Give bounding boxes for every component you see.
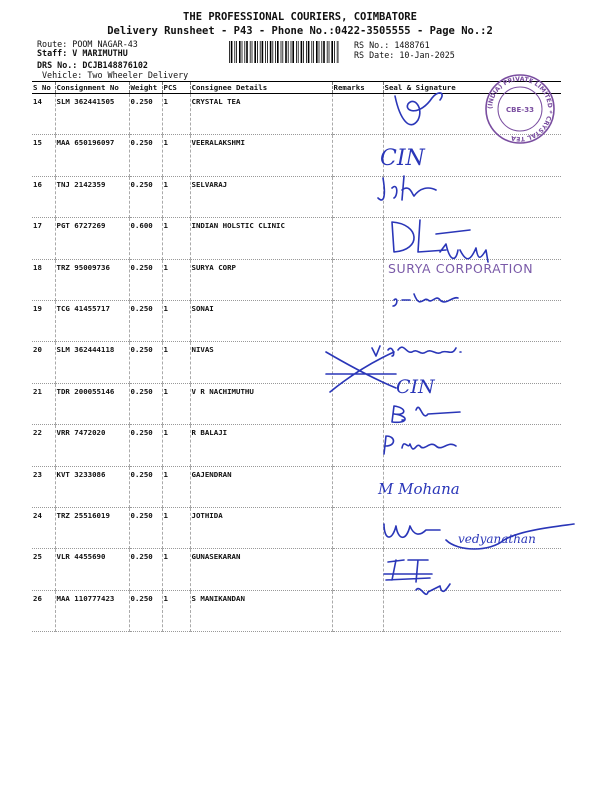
cell-name: SELVARAJ	[190, 176, 332, 217]
column-header: S No	[32, 82, 55, 94]
cell-cons: KVT 3233086	[55, 466, 129, 507]
cell-remarks	[332, 425, 383, 466]
drs-number: DRS No.: DCJB148876102	[37, 60, 148, 70]
cell-sno: 17	[32, 218, 55, 259]
cell-signature	[383, 507, 561, 548]
cell-pcs: 1	[162, 590, 190, 631]
cell-remarks	[332, 342, 383, 383]
cell-remarks	[332, 218, 383, 259]
stamp-center-text: CBE-33	[506, 106, 534, 114]
cell-sno: 20	[32, 342, 55, 383]
table-row	[32, 218, 561, 259]
cell-sno: 18	[32, 259, 55, 300]
cell-pcs: 1	[162, 425, 190, 466]
cell-signature	[383, 425, 561, 466]
cell-name: R BALAJI	[190, 425, 332, 466]
cell-pcs: 1	[162, 176, 190, 217]
runsheet-table	[32, 81, 561, 632]
signature-row-25-name: vedyanathan	[458, 532, 536, 546]
table-row	[32, 94, 561, 135]
column-header: Consignment No	[55, 82, 129, 94]
cell-remarks	[332, 259, 383, 300]
cell-sno: 24	[32, 507, 55, 548]
route-label: Route: POOM NAGAR-43	[37, 39, 138, 49]
cell-pcs: 1	[162, 383, 190, 424]
cell-signature	[383, 176, 561, 217]
table-row	[32, 466, 561, 507]
cell-pcs: 1	[162, 259, 190, 300]
cell-signature	[383, 466, 561, 507]
runsheet-title: Delivery Runsheet - P43 - Phone No.:0422-3505555 - Page No.:2	[107, 25, 493, 37]
cell-cons: VLR 4455690	[55, 549, 129, 590]
cell-remarks	[332, 383, 383, 424]
table-row	[32, 383, 561, 424]
cell-weight: 0.250	[129, 507, 162, 548]
cell-name: GUNASEKARAN	[190, 549, 332, 590]
table-row	[32, 135, 561, 176]
cell-signature	[383, 383, 561, 424]
cell-weight: 0.250	[129, 342, 162, 383]
cell-sno: 19	[32, 300, 55, 341]
column-header: Remarks	[332, 82, 383, 94]
cell-name: GAJENDRAN	[190, 466, 332, 507]
company-name: THE PROFESSIONAL COURIERS, COIMBATORE	[183, 11, 417, 23]
cell-sno: 25	[32, 549, 55, 590]
cell-cons: PGT 6727269	[55, 218, 129, 259]
cell-sno: 14	[32, 94, 55, 135]
surya-stamp: SURYA CORPORATION	[388, 261, 534, 276]
cell-remarks	[332, 466, 383, 507]
cell-name: S MANIKANDAN	[190, 590, 332, 631]
cell-signature	[383, 549, 561, 590]
cell-pcs: 1	[162, 549, 190, 590]
table-row	[32, 425, 561, 466]
cell-remarks	[332, 135, 383, 176]
cell-remarks	[332, 549, 383, 590]
cell-remarks	[332, 590, 383, 631]
cell-name: INDIAN HOLSTIC CLINIC	[190, 218, 332, 259]
cell-signature	[383, 94, 561, 135]
column-header: Consignee Details	[190, 82, 332, 94]
table-row	[32, 507, 561, 548]
table-row	[32, 259, 561, 300]
cell-sno: 22	[32, 425, 55, 466]
cell-pcs: 1	[162, 507, 190, 548]
table-row	[32, 300, 561, 341]
cell-sno: 23	[32, 466, 55, 507]
cell-signature	[383, 300, 561, 341]
cell-pcs: 1	[162, 300, 190, 341]
signature-row-24: M Mohana	[378, 480, 460, 498]
cell-weight: 0.250	[129, 135, 162, 176]
cell-weight: 0.250	[129, 425, 162, 466]
signature-row-15: CIN	[380, 146, 425, 171]
cell-pcs: 1	[162, 135, 190, 176]
cell-remarks	[332, 507, 383, 548]
cell-pcs: 1	[162, 218, 190, 259]
cell-signature	[383, 259, 561, 300]
cell-name: NIVAS	[190, 342, 332, 383]
column-header: Seal & Signature	[383, 82, 561, 94]
cell-pcs: 1	[162, 342, 190, 383]
cell-cons: MAA 650196097	[55, 135, 129, 176]
cell-weight: 0.250	[129, 259, 162, 300]
cell-sno: 21	[32, 383, 55, 424]
cell-remarks	[332, 176, 383, 217]
cell-signature	[383, 342, 561, 383]
cell-cons: TDR 200055146	[55, 383, 129, 424]
cell-cons: SLM 362444118	[55, 342, 129, 383]
column-header: Weight	[129, 82, 162, 94]
cell-pcs: 1	[162, 466, 190, 507]
stamp-text: (INDIA) PRIVATE LIMITED * CRYSTAL TEA	[486, 75, 554, 143]
cell-name: SONAI	[190, 300, 332, 341]
cell-weight: 0.600	[129, 218, 162, 259]
cell-name: V R NACHIMUTHU	[190, 383, 332, 424]
cell-cons: SLM 362441505	[55, 94, 129, 135]
rs-date: RS Date: 10-Jan-2025	[354, 50, 455, 60]
staff-label: Staff: V MARIMUTHU	[37, 48, 128, 58]
cell-signature	[383, 590, 561, 631]
cell-sno: 16	[32, 176, 55, 217]
cell-pcs: 1	[162, 94, 190, 135]
cell-remarks	[332, 94, 383, 135]
cell-signature	[383, 218, 561, 259]
table-row	[32, 342, 561, 383]
cell-cons: TRZ 25516019	[55, 507, 129, 548]
table-header-row	[32, 82, 561, 94]
cell-cons: TCG 41455717	[55, 300, 129, 341]
cell-weight: 0.250	[129, 383, 162, 424]
cell-weight: 0.250	[129, 549, 162, 590]
cell-name: SURYA CORP	[190, 259, 332, 300]
cell-cons: TRZ 95009736	[55, 259, 129, 300]
cell-weight: 0.250	[129, 176, 162, 217]
vehicle-label: Vehicle: Two Wheeler Delivery	[42, 70, 189, 80]
cell-cons: VRR 7472020	[55, 425, 129, 466]
cell-weight: 0.250	[129, 466, 162, 507]
cell-cons: TNJ 2142359	[55, 176, 129, 217]
cell-cons: MAA 110777423	[55, 590, 129, 631]
table-row	[32, 549, 561, 590]
cell-weight: 0.250	[129, 300, 162, 341]
cell-name: VEERALAKSHMI	[190, 135, 332, 176]
cell-remarks	[332, 300, 383, 341]
barcode	[229, 41, 339, 63]
cell-signature	[383, 135, 561, 176]
cin-mark-row-21: CIN	[396, 376, 435, 398]
cell-sno: 26	[32, 590, 55, 631]
cell-name: CRYSTAL TEA	[190, 94, 332, 135]
rs-number: RS No.: 1488761	[354, 40, 430, 50]
table-row	[32, 176, 561, 217]
cell-name: JOTHIDA	[190, 507, 332, 548]
cell-weight: 0.250	[129, 94, 162, 135]
cell-weight: 0.250	[129, 590, 162, 631]
table-row	[32, 590, 561, 631]
cell-sno: 15	[32, 135, 55, 176]
column-header: PCS	[162, 82, 190, 94]
